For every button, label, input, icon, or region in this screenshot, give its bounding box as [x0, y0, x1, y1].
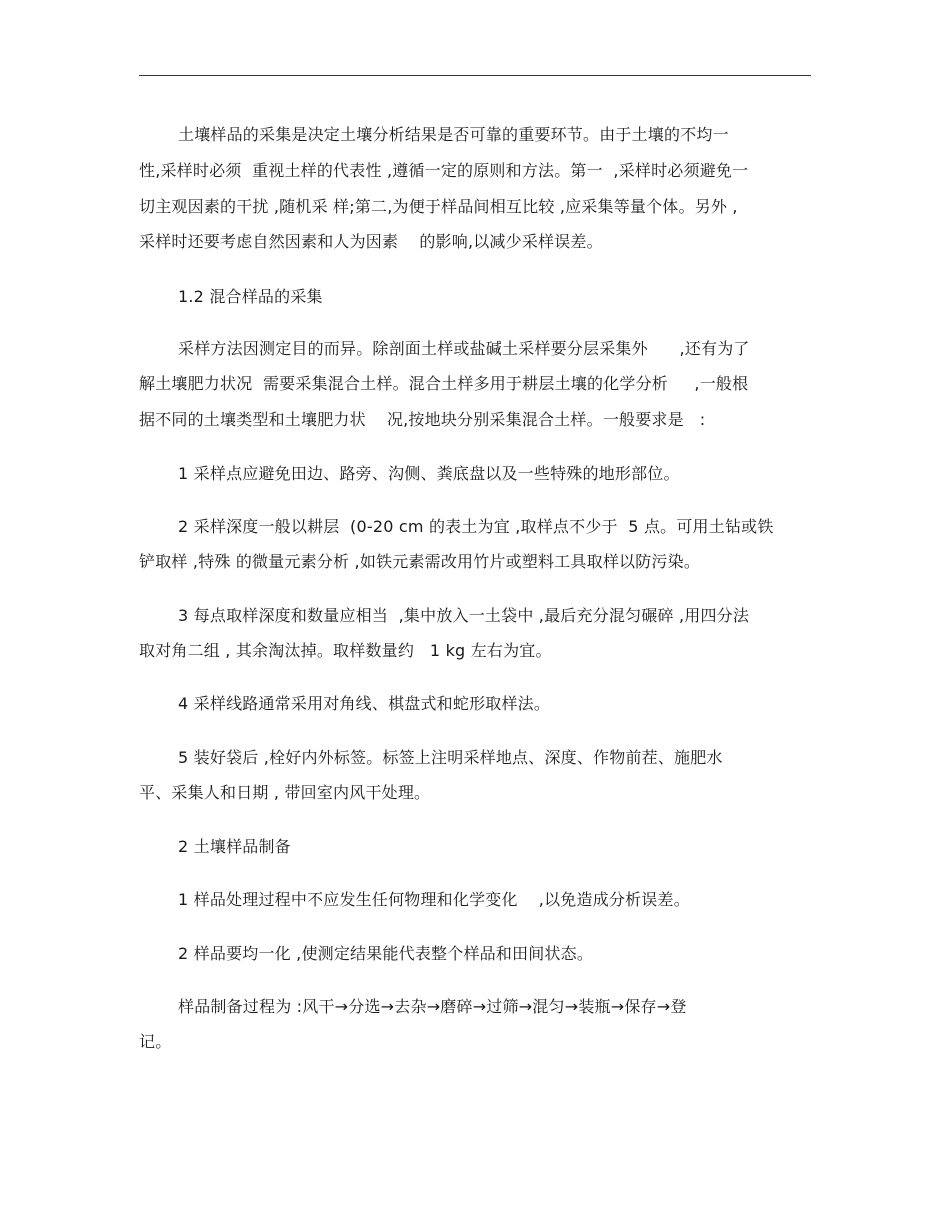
paragraph-line: 据不同的土壤类型和土壤肥力状 况,按地块分别采集混合土样。一般要求是 :: [139, 410, 706, 429]
paragraph-line: 性,采样时必须 重视土样的代表性 ,遵循一定的原则和方法。第一 ,采样时必须避免一: [139, 161, 749, 180]
header-rule: [139, 75, 811, 76]
list-item: 2 样品要均一化 ,使测定结果能代表整个样品和田间状态。: [178, 944, 594, 963]
paragraph-line: 解土壤肥力状况 需要采集混合土样。混合土样多用于耕层土壤的化学分析 ,一般根: [139, 374, 749, 393]
paragraph-line: 采样时还要考虑自然因素和人为因素 的影响,以减少采样误差。: [139, 232, 603, 251]
list-item-continuation: 取对角二组 , 其余淘汰掉。取样数量约 1 kg 左右为宜。: [139, 641, 552, 660]
paragraph-line: 样品制备过程为 :风干→分选→去杂→磨碎→过筛→混匀→装瓶→保存→登: [178, 997, 687, 1016]
list-item: 4 采样线路通常采用对角线、棋盘式和蛇形取样法。: [178, 694, 551, 713]
section-heading: 2 土壤样品制备: [178, 837, 291, 856]
paragraph-line: 采样方法因测定目的而异。除剖面土样或盐碱土采样要分层采集外 ,还有为了: [178, 339, 750, 358]
list-item: 1 样品处理过程中不应发生任何物理和化学变化 ,以免造成分析误差。: [178, 890, 690, 909]
list-item: 3 每点取样深度和数量应相当 ,集中放入一土袋中 ,最后充分混匀碾碎 ,用四分法: [178, 606, 750, 625]
section-heading: 1.2 混合样品的采集: [178, 287, 323, 306]
list-item: 1 采样点应避免田边、路旁、沟侧、粪底盘以及一些特殊的地形部位。: [178, 464, 680, 483]
list-item-continuation: 铲取样 ,特殊 的微量元素分析 ,如铁元素需改用竹片或塑料工具取样以防污染。: [139, 552, 701, 571]
list-item: 2 采样深度一般以耕层 (0-20 cm 的表土为宜 ,取样点不少于 5 点。可用土钻或铁: [178, 517, 774, 536]
paragraph-line: 土壤样品的采集是决定土壤分析结果是否可靠的重要环节。由于土壤的不均一: [178, 125, 729, 144]
paragraph-line: 记。: [139, 1032, 172, 1051]
list-item: 5 装好袋后 ,栓好内外标签。标签上注明采样地点、深度、作物前茬、施肥水: [178, 748, 723, 767]
paragraph-line: 切主观因素的干扰 ,随机采 样;第二,为便于样品间相互比较 ,应采集等量个体。另外 ,: [139, 197, 738, 216]
list-item-continuation: 平、采集人和日期 , 带回室内风干处理。: [139, 783, 431, 802]
